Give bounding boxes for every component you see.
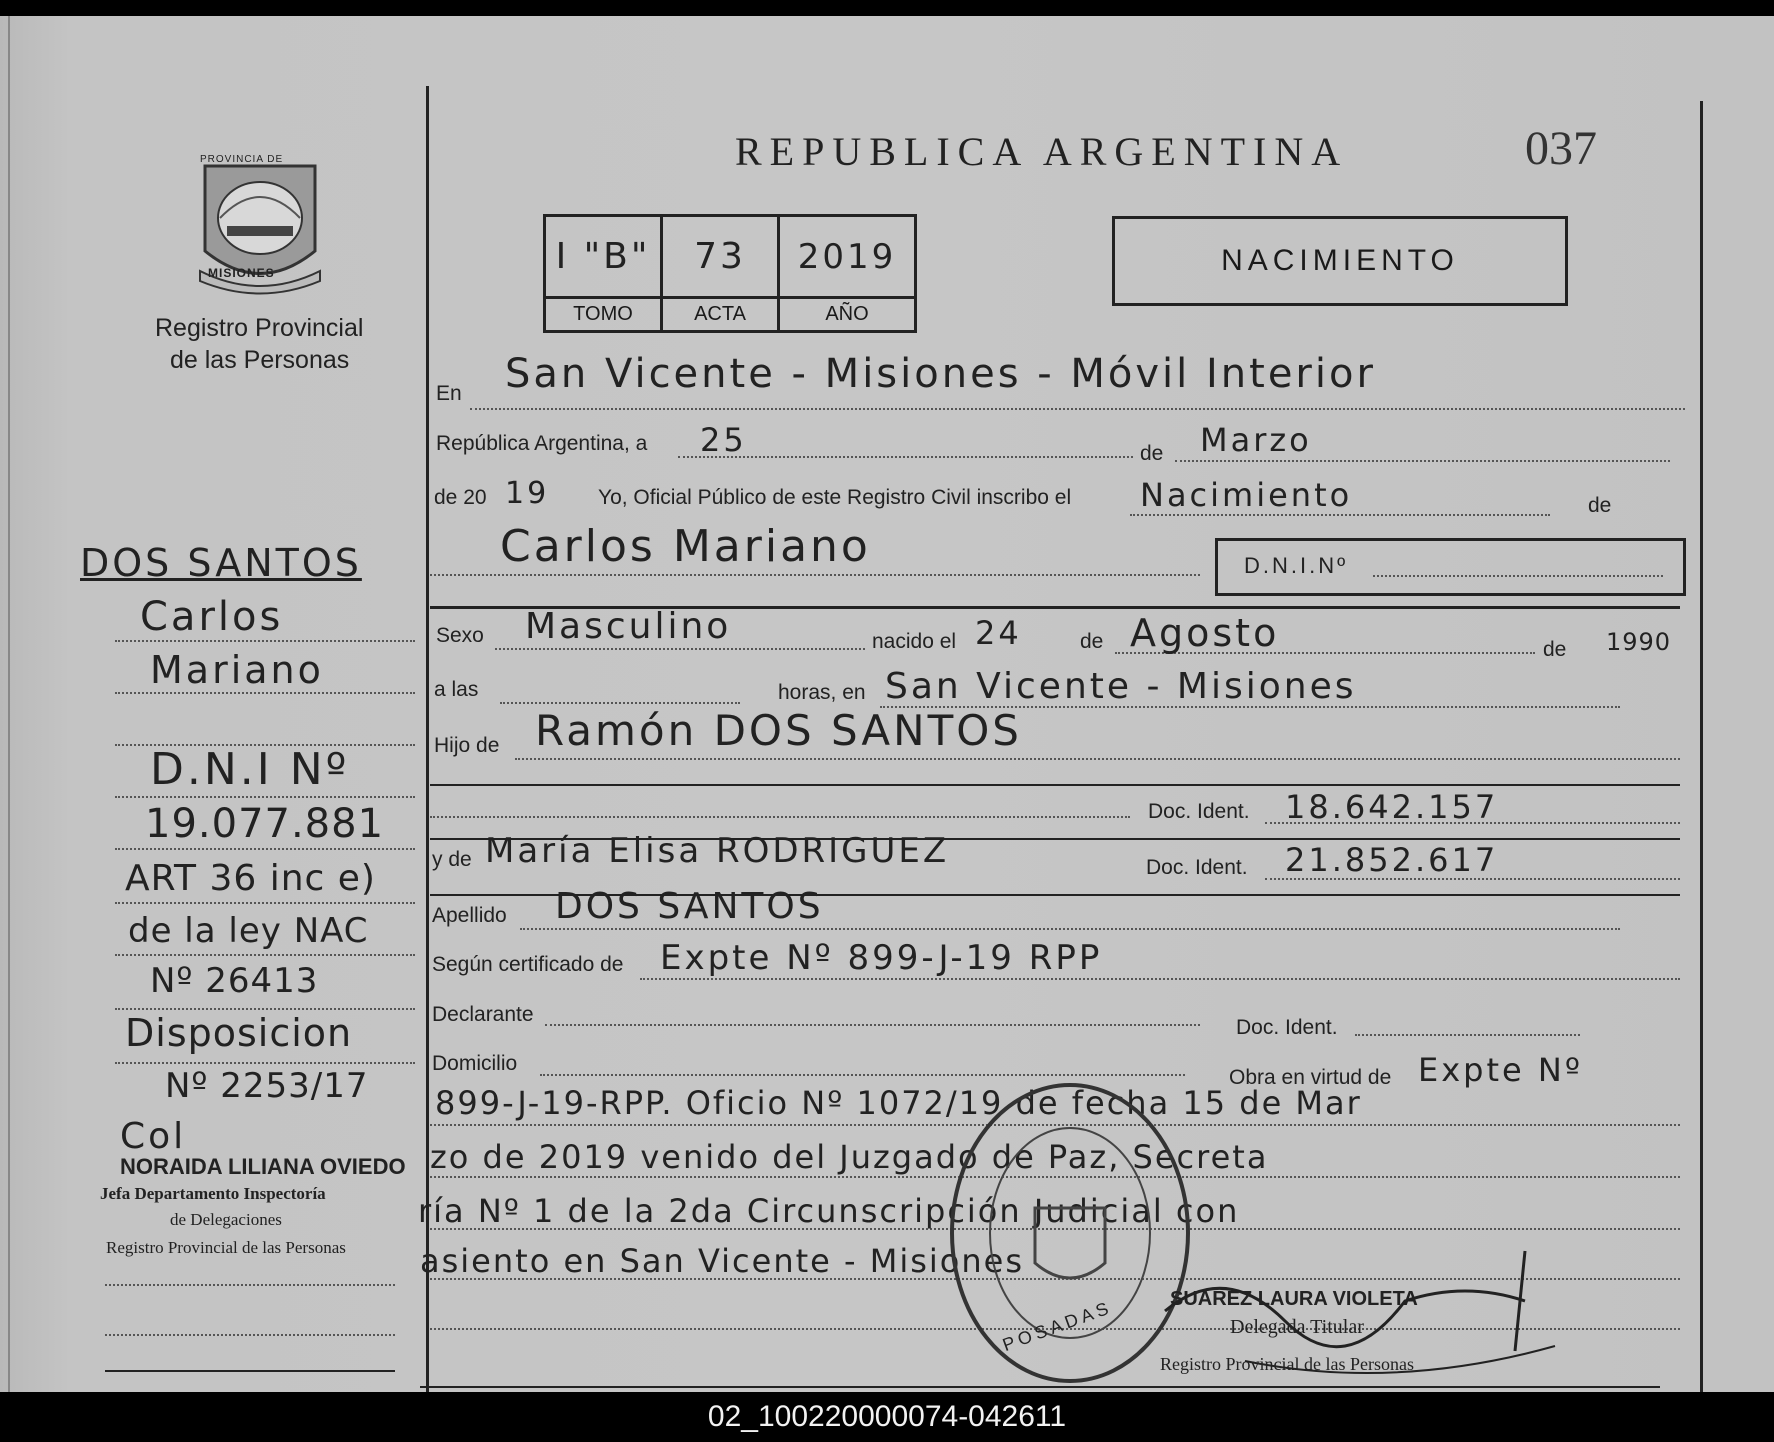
- year-value: 19: [505, 476, 550, 511]
- apellido-line: [520, 928, 1620, 930]
- alas-label: a las: [434, 678, 479, 701]
- margin-art: ART 36 inc e): [125, 858, 376, 899]
- document-page: [0, 16, 1774, 1392]
- margin-bottom-rule: [105, 1370, 395, 1372]
- obra-line-4: asiento en San Vicente - Misiones: [420, 1242, 1024, 1280]
- mother-doc-label: Doc. Ident.: [1146, 856, 1248, 879]
- declarante-label: Declarante: [432, 1003, 534, 1026]
- margin-middle-name: Mariano: [150, 648, 324, 692]
- hijo-label: Hijo de: [434, 734, 500, 757]
- act-line: [1130, 514, 1550, 516]
- folio-number: 037: [1525, 122, 1597, 175]
- ano-label: AÑO: [825, 303, 869, 325]
- margin-officer-title-2: de Delegaciones: [170, 1210, 282, 1229]
- seal-top-text: PROVINCIA DE: [200, 154, 284, 165]
- declarante-doc-label: Doc. Ident.: [1236, 1016, 1338, 1039]
- official-name: SUAREZ LAURA VIOLETA: [1170, 1288, 1418, 1310]
- birth-month-value: Agosto: [1130, 611, 1280, 655]
- yde-label: y de: [432, 848, 472, 871]
- month-line: [1175, 460, 1670, 462]
- registry-name-line1: Registro Provincial: [155, 314, 364, 342]
- obra-label: Obra en virtud de: [1229, 1066, 1392, 1089]
- margin-first-name: Carlos: [140, 594, 284, 640]
- dni-box: [1215, 538, 1686, 596]
- nacido-label: nacido el: [872, 630, 957, 653]
- yo-text: Yo, Oficial Público de este Registro Civil inscribo el: [598, 486, 1072, 509]
- margin-ley: de la ley NAC: [128, 911, 369, 951]
- margin-line-5: [115, 848, 415, 850]
- margin-line-11: [105, 1334, 395, 1336]
- obra-value: Expte Nº: [1418, 1051, 1583, 1089]
- sexo-label: Sexo: [436, 624, 484, 647]
- segun-label: Según certificado de: [432, 953, 624, 976]
- father-doc-value: 18.642.157: [1285, 788, 1499, 826]
- republica-label: República Argentina, a: [436, 432, 648, 455]
- registry-name-line2: de las Personas: [170, 346, 350, 374]
- margin-ley-num: Nº 26413: [150, 961, 319, 1001]
- father-line: [515, 758, 1680, 760]
- sexo-value: Masculino: [525, 606, 732, 647]
- margin-officer-title-1: Jefa Departamento Inspectoría: [100, 1184, 326, 1203]
- margin-initials: Col: [120, 1116, 187, 1157]
- de-label-4: de: [1543, 638, 1567, 661]
- margin-officer-title-3: Registro Provincial de las Personas: [106, 1238, 346, 1257]
- margin-line-9: [115, 1062, 415, 1064]
- official-title: Delegada Titular: [1230, 1316, 1364, 1338]
- margin-line-8: [115, 1008, 415, 1010]
- declarante-line: [545, 1024, 1200, 1026]
- page-edge: [8, 16, 10, 1392]
- acta-label: ACTA: [694, 303, 746, 325]
- dni-line: [1373, 575, 1663, 577]
- act-type-box: [1112, 216, 1568, 306]
- obra-line-1: 899-J-19-RPP. Oficio Nº 1072/19 de fecha 15 de Mar: [435, 1084, 1362, 1122]
- day-value: 25: [700, 421, 747, 459]
- place-value: San Vicente - Misiones - Móvil Interior: [505, 351, 1376, 397]
- seal-bottom-text: MISIONES: [208, 266, 275, 280]
- tomo-label: TOMO: [573, 303, 633, 325]
- mother-value: María Elisa RODRIGUEZ: [485, 831, 950, 871]
- apellido-value: DOS SANTOS: [555, 886, 824, 927]
- margin-dni-value: 19.077.881: [145, 801, 385, 847]
- de-label-1: de: [1140, 442, 1164, 465]
- hour-line: [500, 702, 740, 704]
- birth-year-value: 1990: [1606, 628, 1672, 656]
- margin-surname: DOS SANTOS: [80, 541, 362, 585]
- sexo-line: [495, 648, 865, 650]
- birth-day-value: 24: [975, 614, 1022, 652]
- margin-line-2: [115, 692, 415, 694]
- name-value: Carlos Mariano: [500, 521, 871, 572]
- margin-disposicion: Disposicion: [125, 1011, 353, 1055]
- stamp-city: POSADAS: [999, 1296, 1115, 1356]
- segun-line: [640, 978, 1680, 980]
- ano-value: 2019: [797, 236, 897, 277]
- act-value: Nacimiento: [1140, 476, 1353, 514]
- margin-line-4: [115, 796, 415, 798]
- declarante-doc-line: [1355, 1034, 1580, 1036]
- birth-place-value: San Vicente - Misiones: [885, 666, 1357, 707]
- father-value: Ramón DOS SANTOS: [535, 706, 1022, 755]
- month-value: Marzo: [1200, 421, 1312, 459]
- father-doc-label: Doc. Ident.: [1148, 800, 1250, 823]
- obra-line-3: ría Nº 1 de la 2da Circunscripción Judicial con: [418, 1192, 1240, 1230]
- dni-label: D.N.I.Nº: [1244, 553, 1349, 578]
- de-label-2: de: [1588, 494, 1612, 517]
- horas-label: horas, en: [778, 681, 866, 704]
- acta-value: 73: [694, 236, 746, 277]
- registry-reference-table: [543, 214, 917, 333]
- margin-disp-num: Nº 2253/17: [165, 1066, 369, 1106]
- margin-line-10: [105, 1284, 395, 1286]
- official-org: Registro Provincial de las Personas: [1160, 1354, 1414, 1374]
- apellido-label: Apellido: [432, 904, 507, 927]
- en-line: [470, 408, 1685, 410]
- margin-officer-name: NORAIDA LILIANA OVIEDO: [120, 1154, 406, 1179]
- segun-value: Expte Nº 899-J-19 RPP: [660, 938, 1103, 978]
- de-label-3: de: [1080, 630, 1104, 653]
- en-label: En: [436, 382, 462, 405]
- father-line-2: [430, 816, 1130, 818]
- section-rule-2: [430, 784, 1680, 786]
- margin-line-6: [115, 902, 415, 904]
- obra-line-2: zo de 2019 venido del Juzgado de Paz, Secreta: [430, 1138, 1269, 1176]
- mother-doc-value: 21.852.617: [1285, 841, 1499, 879]
- tomo-value: I "B": [555, 236, 651, 277]
- right-margin-rule: [1700, 101, 1703, 1392]
- margin-line-1: [115, 640, 415, 642]
- file-id-footer: 02_100220000074-042611: [0, 1392, 1774, 1442]
- year-prefix-label: de 20: [434, 486, 487, 509]
- domicilio-label: Domicilio: [432, 1052, 518, 1075]
- act-type-label: NACIMIENTO: [1221, 244, 1459, 277]
- document-title: REPUBLICA ARGENTINA: [735, 129, 1349, 174]
- margin-line-7: [115, 954, 415, 956]
- name-line: [430, 574, 1200, 576]
- margin-dni-label: D.N.I Nº: [150, 744, 350, 795]
- domicilio-line: [540, 1074, 1185, 1076]
